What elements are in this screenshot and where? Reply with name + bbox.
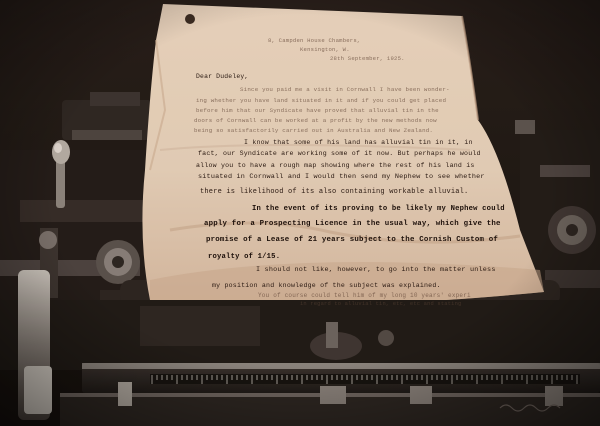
letter-line-4: doors of Cornwall can be worked at a profit by the new methods now (194, 117, 437, 124)
letter-line-6: I know that some of his land has alluvial tin in it, in (244, 139, 473, 146)
letter-line-12: apply for a Prospecting Licence in the usual way, which give the (204, 220, 501, 228)
letter-address-3: 28th September, 1925. (330, 55, 405, 62)
letter-line-16: my position and knowledge of the subject was explained. (212, 282, 441, 289)
letter-salutation: Dear Dudeley, (196, 73, 249, 80)
letter-address-1: 8, Campden House Chambers, (268, 37, 361, 44)
letter-line-11: In the event of its proving to be likely my Nephew could (252, 205, 505, 213)
letter-line-17: You of course could tell him of my long 10 years' experi (258, 292, 471, 299)
letter-line-14: royalty of 1/15. (208, 253, 281, 261)
letter-line-1: Since you paid me a visit in Cornwall I have been wonder- (240, 86, 450, 93)
letter-line-18: in regard to alluvial tin, etc, etc and stating (300, 301, 462, 307)
letter-line-10: there is likelihood of its also containing workable alluvial. (200, 188, 469, 196)
letter-address-2: Kensington, W. (300, 46, 350, 53)
letter-line-5: being so satisfactorily carried out in Australia and New Zealand. (194, 127, 434, 134)
letter-line-3: before him that our Syndicate have proved that alluvial tin in the (196, 107, 439, 114)
letter-line-8: allow you to have a rough map showing where the rest of his land is (196, 162, 475, 169)
letter-line-9: situated in Cornwall and I would then send my Nephew to see whether (198, 173, 485, 181)
letter-line-7: fact, our Syndicate are working some of it now. But perhaps he would (198, 150, 481, 157)
letter-line-15: I should not like, however, to go into the matter unless (256, 266, 496, 274)
letter-line-13: promise of a Lease of 21 years subject to the Cornish Custom of (206, 236, 499, 244)
letter-line-2: ing whether you have land situated in it and if you could get placed (196, 97, 447, 104)
